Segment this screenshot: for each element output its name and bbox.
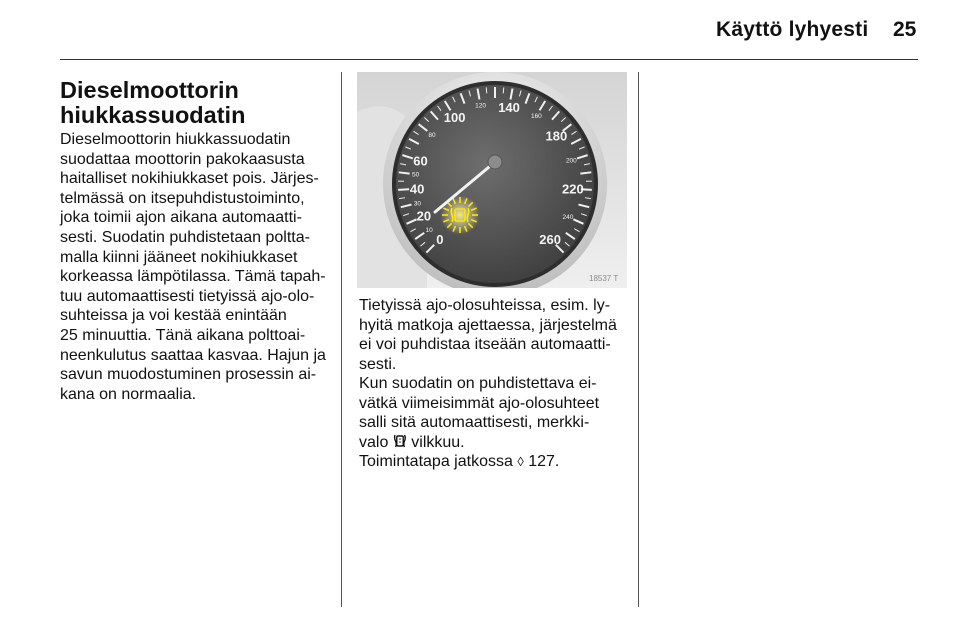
gauge-label: 100 bbox=[443, 109, 466, 125]
text-line: sesti. bbox=[359, 355, 397, 373]
header-divider bbox=[60, 59, 918, 60]
text-line: kana on normaalia. bbox=[60, 385, 197, 403]
gauge-label: 40 bbox=[409, 181, 425, 197]
speedometer-illustration bbox=[357, 72, 627, 288]
text-fragment: Toimintatapa jatkossa bbox=[359, 453, 513, 470]
text-line: korkeassa lämpötilassa. Tämä tapah- bbox=[60, 268, 326, 286]
figure-code: 18537 T bbox=[589, 274, 619, 283]
header-title: Käyttö lyhyesti bbox=[716, 18, 869, 41]
intro-paragraph bbox=[60, 130, 335, 404]
gauge-tick bbox=[399, 172, 410, 173]
text-line: Dieselmoottorin hiukkassuodatin bbox=[60, 131, 291, 148]
gauge-label: 120 bbox=[475, 102, 487, 110]
gauge-tick bbox=[486, 87, 487, 93]
gauge-tick bbox=[580, 172, 591, 173]
section-title-line: Dieselmoottorin bbox=[60, 77, 239, 103]
gauge-label: 30 bbox=[413, 200, 421, 208]
text-line: hyitä matkoja ajettaessa, järjestelmä bbox=[359, 316, 617, 334]
text-line: vätkä viimeisimmät ajo-olosuhteet bbox=[359, 394, 600, 412]
gauge-label: 160 bbox=[530, 112, 542, 120]
text-line: Tietyissä ajo-olosuhteissa, esim. ly- bbox=[359, 297, 611, 314]
text-fragment: vilkkuu. bbox=[411, 433, 465, 451]
gauge-label: 60 bbox=[413, 153, 428, 169]
text-line: neenkulutus saattaa kasvaa. Hajun ja bbox=[60, 346, 326, 364]
text-line: telmässä on itsepuhdistustoiminto, bbox=[60, 189, 305, 207]
gauge-label: 220 bbox=[562, 181, 584, 197]
column-divider-right bbox=[638, 72, 639, 607]
paragraph-conditions bbox=[359, 296, 634, 374]
page-number: 25 bbox=[893, 18, 917, 41]
text-line: joka toimii ajon aikana automaatti- bbox=[60, 209, 302, 227]
gauge-label: 10 bbox=[425, 226, 433, 234]
paragraph-warning-light bbox=[359, 374, 634, 452]
text-line: malla kiinni jääneet nokihiukkaset bbox=[60, 248, 298, 266]
text-line bbox=[359, 452, 634, 472]
gauge-label: 180 bbox=[545, 128, 568, 144]
gauge-tick bbox=[398, 189, 409, 190]
text-line-with-icon bbox=[359, 433, 634, 453]
section-title-line: hiukkassuodatin bbox=[60, 102, 246, 128]
needle-hub bbox=[488, 155, 502, 169]
gauge-label: 140 bbox=[498, 99, 520, 115]
text-line: Kun suodatin on puhdistettava ei- bbox=[359, 375, 597, 392]
page-reference-icon: ◊ bbox=[517, 454, 524, 469]
gauge-label: 260 bbox=[539, 231, 562, 247]
paragraph-reference bbox=[359, 452, 634, 472]
gauge-label: 200 bbox=[565, 157, 577, 165]
gauge-label: 240 bbox=[562, 214, 574, 222]
gauge-label: 50 bbox=[411, 171, 420, 179]
speedometer-gauge bbox=[357, 72, 627, 288]
text-line: sesti. Suodatin puhdistetaan poltta- bbox=[60, 228, 310, 246]
gauge-label: 80 bbox=[428, 132, 436, 140]
column-divider-left bbox=[341, 72, 342, 607]
text-line: haitalliset nokihiukkaset pois. Järjes- bbox=[60, 170, 319, 188]
gauge-label: 0 bbox=[436, 231, 444, 247]
text-line: 25 minuuttia. Tänä aikana polttoai- bbox=[60, 326, 306, 344]
text-fragment: valo bbox=[359, 433, 389, 451]
text-line: suhteissa ja voi kestää enintään bbox=[60, 307, 287, 325]
text-line: savun muodostuminen prosessin ai- bbox=[60, 366, 317, 384]
text-line: tuu automaattisesti tietyissä ajo-olo- bbox=[60, 287, 315, 305]
text-line: ei voi puhdistaa itseään automaatti- bbox=[359, 336, 611, 354]
text-line: salli sitä automaattisesti, merkki- bbox=[359, 414, 590, 432]
dpf-warning-symbol-icon bbox=[393, 433, 407, 449]
text-line: suodattaa moottorin pakokaasusta bbox=[60, 150, 305, 168]
page-reference-link[interactable]: 127. bbox=[528, 453, 560, 470]
section-title bbox=[60, 78, 335, 128]
gauge-label: 20 bbox=[416, 208, 432, 224]
gauge-tick bbox=[503, 87, 504, 93]
